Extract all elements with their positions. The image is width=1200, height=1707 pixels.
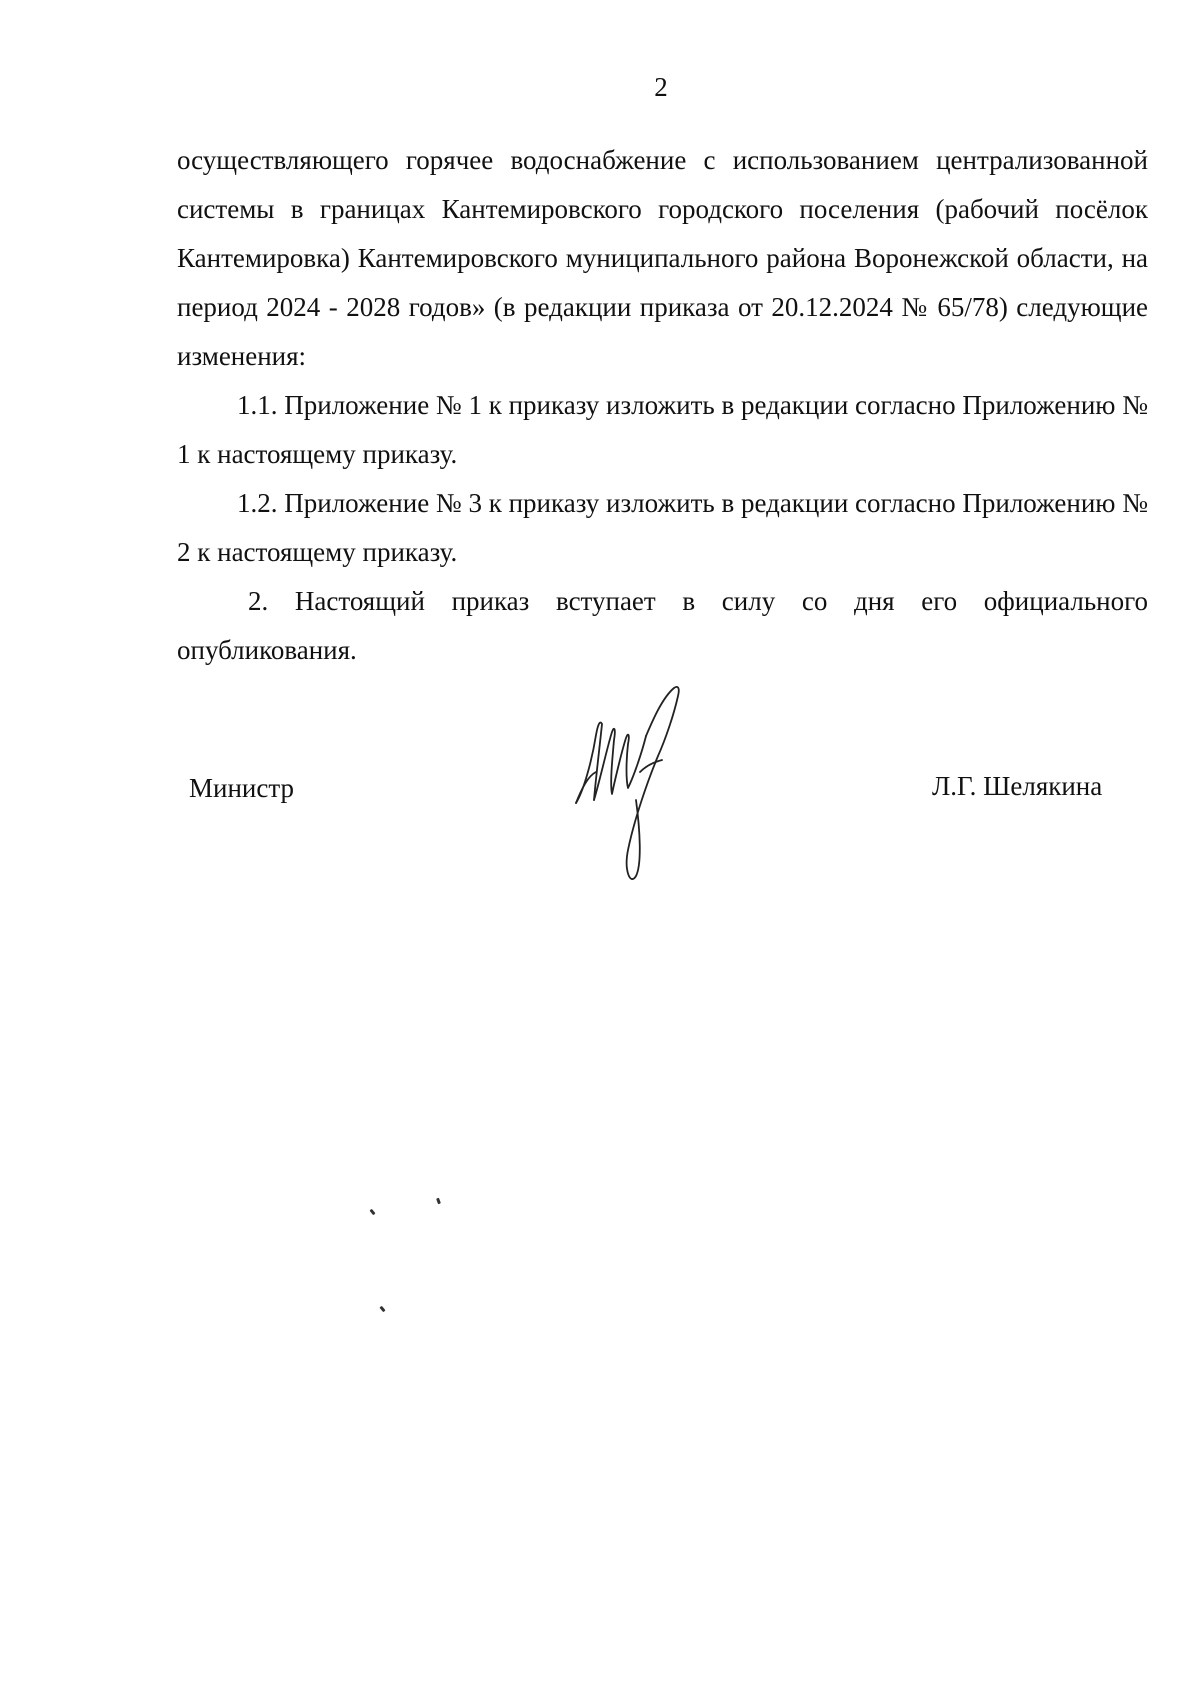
scan-speck bbox=[436, 1198, 441, 1205]
item-1-2-paragraph: 1.2. Приложение № 3 к приказу изложить в редакции согласно Приложению № 2 к настоящему приказу. bbox=[177, 488, 1148, 567]
item-1-1-paragraph: 1.1. Приложение № 1 к приказу изложить в редакции согласно Приложению № 1 к настоящему приказу. bbox=[177, 390, 1148, 469]
signatory-role: Министр bbox=[189, 773, 294, 803]
scan-speck bbox=[379, 1306, 385, 1313]
page-number: 2 bbox=[654, 72, 668, 102]
intro-paragraph: осуществляющего горячее водоснабжение с использованием централизованной системы в границах Кантемировского городского поселения (рабочий посёлок Кантемировка) Кантемировского муниципального района Воронежской области, на период 2024 - 2028 годов» (в редакции приказа от 20.12.2024 № 65/78) следующие изменения: bbox=[177, 145, 1148, 371]
item-2-paragraph: 2. Настоящий приказ вступает в силу со дня его официального опубликования. bbox=[177, 586, 1148, 665]
signatory-name: Л.Г. Шелякина bbox=[932, 771, 1103, 801]
document-body bbox=[177, 136, 1148, 675]
scan-speck bbox=[369, 1209, 375, 1216]
handwritten-signature bbox=[570, 680, 720, 890]
